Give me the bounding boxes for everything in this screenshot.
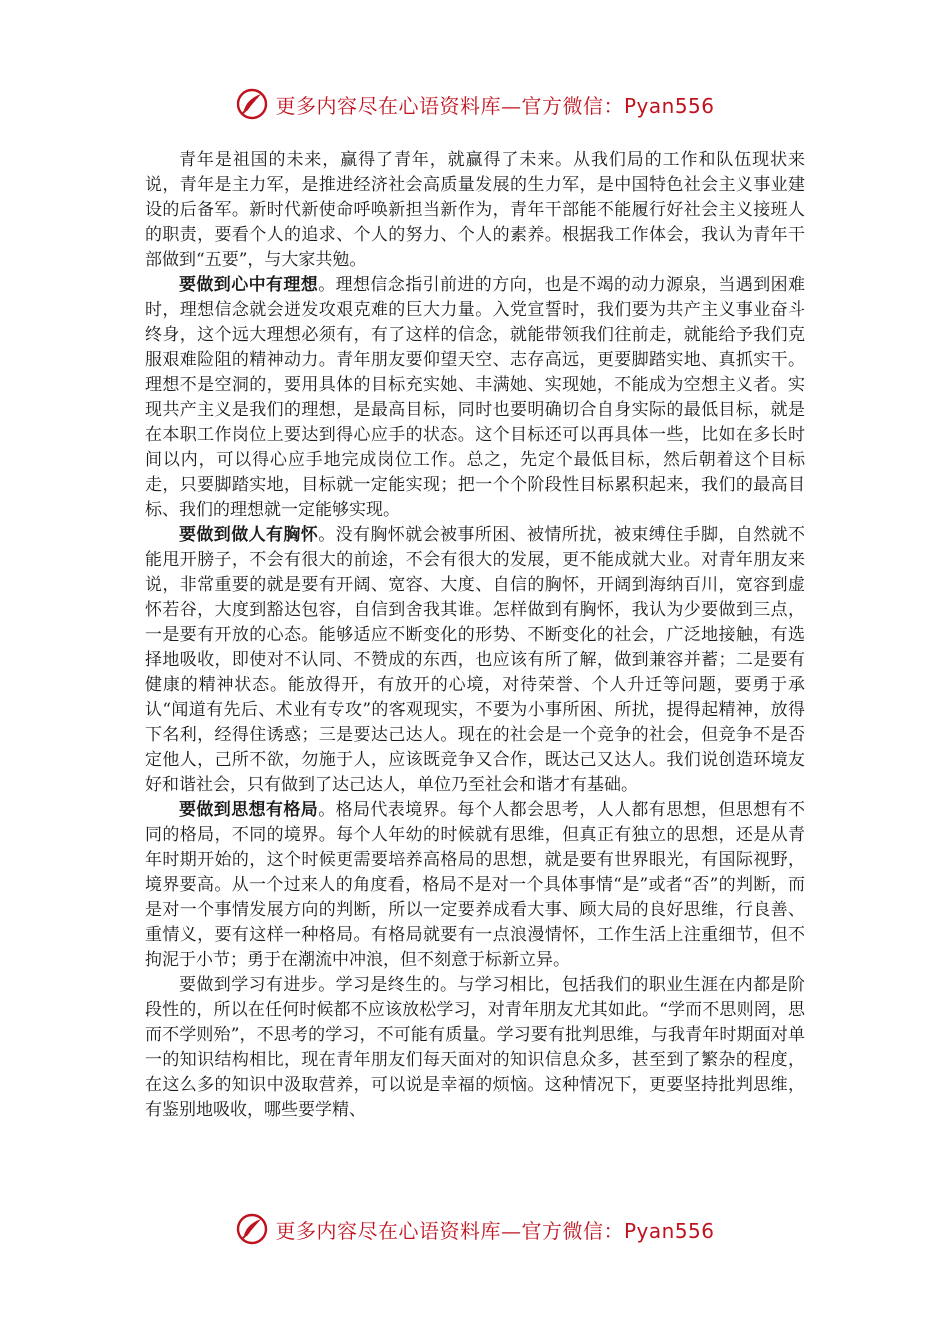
paragraph-ideal: 要做到心中有理想。理想信念指引前进的方向，也是不竭的动力源泉，当遇到困难时，理想信念就会迸发攻艰克难的巨大力量。入党宣誓时，我们要为共产主义事业奋斗终身，这个远大理想必须有，有了这样的信念，就能带领我们往前走，就能给予我们克服艰难险阻的精神动力。青年朋友要仰望天空、志存高远，更要脚踏实地、真抓实干。理想不是空洞的，要用具体的目标充实她、丰满她、实现她，不能成为空想主义者。实现共产主义是我们的理想，是最高目标，同时也要明确切合自身实际的最低目标，就是在本职工作岗位上要达到得心应手的状态。这个目标还可以再具体一些，比如在多长时间以内，可以得心应手地完成岗位工作。总之，先定个最低目标，然后朝着这个目标走，只要脚踏实地，目标就一定能实现；把一个个阶段性目标累积起来，我们的最高目标、我们的理想就一定能够实现。 [145,275,806,520]
paragraph-mind: 要做到做人有胸怀。没有胸怀就会被事所困、被情所扰，被束缚住手脚，自然就不能甩开膀子，不会有很大的前途，不会有很大的发展，更不能成就大业。对青年朋友来说，非常重要的就是要有开阔、宽容、大度、自信的胸怀，开阔到海纳百川，宽容到虚怀若谷，大度到豁达包容，自信到舍我其谁。怎样做到有胸怀，我认为少要做到三点，一是要有开放的心态。能够适应不断变化的形势、不断变化的社会，广泛地接触，有选择地吸收，即使对不认同、不赞成的东西，也应该有所了解，做到兼容并蓄；二是要有健康的精神状态。能放得开，有放开的心境，对待荣誉、个人升迁等问题，要勇于承认“闻道有先后、术业有专攻”的客观现实，不要为小事所困、所扰，提得起精神，放得下名利，经得住诱惑；三是要达己达人。现在的社会是一个竞争的社会，但竞争不是否定他人，己所不欲，勿施于人，应该既竞争又合作，既达己又达人。我们说创造环境友好和谐社会，只有做到了达己达人，单位乃至社会和谐才有基础。 [145,525,806,795]
paragraph-heading: 要做到心中有理想 [179,275,319,295]
banner-text: 更多内容尽在心语资料库—官方微信：Pyan556 [275,93,715,118]
paragraph-learning: 要做到学习有进步。学习是终生的。与学习相比，包括我们的职业生涯在内都是阶段性的，所以在任何时候都不应该放松学习，对青年朋友尤其如此。“学而不思则罔，思而不学则殆”，不思考的学习，不可能有质量。学习要有批判思维，与我青年时期面对单一的知识结构相比，现在青年朋友们每天面对的知识信息众多，甚至到了繁杂的程度，在这么多的知识中汲取营养，可以说是幸福的烦恼。这种情况下，更要坚持批判思维，有鉴别地吸收，哪些要学精、 [145,975,805,1120]
logo-icon [235,1212,269,1246]
footer-banner [0,1209,950,1249]
paragraph-heading: 要做到思想有格局 [179,800,319,820]
paragraph-vision: 要做到思想有格局。格局代表境界。每个人都会思考，人人都有思想，但思想有不同的格局，不同的境界。每个人年幼的时候就有思维，但真正有独立的思想，还是从青年时期开始的，这个时候更需要培养高格局的思想，就是要有世界眼光，有国际视野，境界要高。从一个过来人的角度看，格局不是对一个具体事情“是”或者“否”的判断，而是对一个事情发展方向的判断，所以一定要养成看大事、顾大局的良好思维，行良善、重情义，要有这样一种格局。有格局就要有一点浪漫情怀，工作生活上注重细节，但不拘泥于小节；勇于在潮流中冲浪，但不刻意于标新立异。 [145,800,806,970]
header-banner [0,84,950,124]
banner-text: 更多内容尽在心语资料库—官方微信：Pyan556 [275,1218,715,1243]
paragraph-intro: 青年是祖国的未来，赢得了青年，就赢得了未来。从我们局的工作和队伍现状来说，青年是主力军，是推进经济社会高质量发展的生力军，是中国特色社会主义事业建设的后备军。新时代新使命呼唤新担当新作为，青年干部能不能履行好社会主义接班人的职责，要看个人的追求、个人的努力、个人的素养。根据我工作体会，我认为青年干部做到“五要”，与大家共勉。 [145,150,805,270]
paragraph-heading: 要做到做人有胸怀 [179,525,319,545]
document-body [145,148,805,1123]
logo-icon [235,87,269,121]
